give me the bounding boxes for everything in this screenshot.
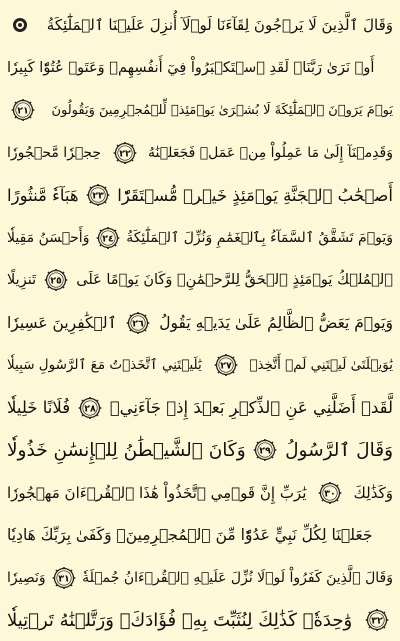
verse-text: وَقَالَ ٱلرَّسُولُ [285, 439, 393, 461]
svg-text:٢٩: ٢٩ [259, 445, 272, 457]
verse-text: أَصۡحَٰبُ ٱلۡجَنَّةِ يَوۡمَئِذٍ خَيۡرٞ مُّسۡتَقَرّٗا [117, 185, 393, 205]
text-line [7, 89, 393, 132]
text-line [7, 217, 393, 260]
ayah-number-marker [214, 354, 238, 376]
verse-text: ٱلۡمُلۡكُ يَوۡمَئِذٍ ٱلۡحَقُّ لِلرَّحۡمَٰنِۚ وَكَانَ يَوۡمًا عَلَى [76, 272, 393, 289]
verse-text: وَيَوۡمَ يَعَضُّ ٱلظَّالِمُ عَلَىٰ يَدَيۡهِ يَقُولُ [159, 313, 393, 332]
ayah-number-marker [253, 439, 277, 461]
ayah-number-marker [318, 482, 342, 504]
verse-text: يَٰلَيۡتَنِي ٱتَّخَذۡتُ مَعَ ٱلرَّسُولِ سَبِيلٗا [7, 357, 202, 374]
ayah-number-marker [96, 227, 120, 249]
verse-text: وَيَوۡمَ تَشَقَّقُ ٱلسَّمَآءُ بِٱلۡغَمَٰمِ وَنُزِّلَ ٱلۡمَلَٰٓئِكَةُ [126, 229, 393, 246]
text-line [7, 302, 393, 345]
verse-text: وَقَالَ ٱلَّذِينَ لَا يَرۡجُونَ لِقَآءَنَا لَوۡلَآ أُنزِلَ عَلَيۡنَا ٱلۡمَلَٰٓئِكَةُ [46, 16, 393, 35]
verse-text: فُلَانًا خَلِيلٗا [7, 398, 71, 418]
text-line [7, 429, 393, 472]
text-line [7, 599, 393, 641]
svg-text:٢٥: ٢٥ [50, 275, 62, 287]
svg-text:٣٠: ٣٠ [324, 488, 336, 500]
text-line [7, 132, 393, 175]
svg-text:٢٢: ٢٢ [118, 148, 131, 160]
verse-text: وَٰحِدَةٗۚ كَذَٰلِكَ لِنُثَبِّتَ بِهِۦ فُؤَادَكَۖ وَرَتَّلۡنَٰهُ تَرۡتِيلٗا [7, 609, 353, 631]
svg-text:٢٦: ٢٦ [132, 318, 144, 330]
verse-text: يَوۡمَ يَرَوۡنَ ٱلۡمَلَٰٓئِكَةَ لَا بُشۡرَىٰ يَوۡمَئِذٖ لِّلۡمُجۡرِمِينَ وَيَقُولُونَ [51, 102, 393, 118]
verse-text: يَٰرَبِّ إِنَّ قَوۡمِي ٱتَّخَذُواْ هَٰذَا ٱلۡقُرۡءَانَ مَهۡجُورٗا [7, 483, 307, 502]
hizb-marker-icon [11, 16, 29, 34]
verse-text: تَنزِيلًا [7, 272, 37, 289]
svg-text:٢٤: ٢٤ [102, 233, 114, 245]
verse-text: يَٰوَيۡلَتَىٰ لَيۡتَنِي لَمۡ أَتَّخِذۡ [249, 357, 393, 374]
verse-text: وَنَصِيرٗا [7, 569, 46, 586]
text-line [7, 344, 393, 387]
verse-text: لَّقَدۡ أَضَلَّنِي عَنِ ٱلذِّكۡرِ بَعۡدَ إِذۡ جَآءَنِيۗ [109, 398, 393, 418]
svg-text:٢١: ٢١ [17, 105, 29, 117]
verse-text: ٱلۡكَٰفِرِينَ عَسِيرٗا [7, 313, 117, 332]
verse-text: وَأَحۡسَنُ مَقِيلٗا [7, 229, 90, 246]
text-line [7, 387, 393, 430]
verse-text: أَوۡ نَرَىٰ رَبَّنَاۗ لَقَدِ ٱسۡتَكۡبَرُواْ فِيٓ أَنفُسِهِمۡ وَعَتَوۡ عُتُوّٗا كَبِيرٗا [7, 59, 375, 76]
svg-text:٢٣: ٢٣ [92, 190, 104, 202]
verse-text: وَكَانَ ٱلشَّيۡطَٰنُ لِلۡإِنسَٰنِ خَذُولٗا [7, 439, 246, 461]
ayah-number-marker [113, 142, 137, 164]
svg-text:٢٧: ٢٧ [219, 360, 232, 372]
ayah-number-marker [126, 312, 150, 334]
verse-text: هَبَآءٗ مَّنثُورًا [7, 185, 79, 205]
ayah-number-marker [52, 567, 76, 589]
verse-text: وَكَذَٰلِكَ [353, 483, 393, 502]
text-line [7, 174, 393, 217]
text-line [7, 4, 393, 47]
text-line [7, 557, 393, 600]
text-line [7, 514, 393, 557]
ayah-number-marker [44, 269, 68, 291]
verse-text: وَقَالَ ٱلَّذِينَ كَفَرُواْ لَوۡلَا نُزِّلَ عَلَيۡهِ ٱلۡقُرۡءَانُ جُمۡلَةٗ [82, 569, 393, 586]
svg-text:٣٢: ٣٢ [371, 615, 383, 627]
verse-text: حِجۡرٗا مَّحۡجُورٗا [7, 144, 102, 161]
text-line [7, 259, 393, 302]
text-line [7, 47, 393, 90]
ayah-number-marker [11, 99, 35, 121]
verse-text: جَعَلۡنَا لِكُلِّ نَبِيٍّ عَدُوّٗا مِّنَ ٱلۡمُجۡرِمِينَۗ وَكَفَىٰ بِرَبِّكَ هَادِيٗا [7, 526, 373, 545]
verse-text: وَقَدِمۡنَآ إِلَىٰ مَا عَمِلُواْ مِنۡ عَمَلٖ فَجَعَلۡنَٰهُ [148, 144, 393, 161]
ayah-number-marker [78, 397, 102, 419]
ayah-number-marker [365, 609, 389, 631]
svg-text:٢٨: ٢٨ [84, 403, 96, 415]
text-line [7, 472, 393, 515]
ayah-number-marker [86, 184, 110, 206]
svg-text:٣١: ٣١ [58, 573, 70, 585]
